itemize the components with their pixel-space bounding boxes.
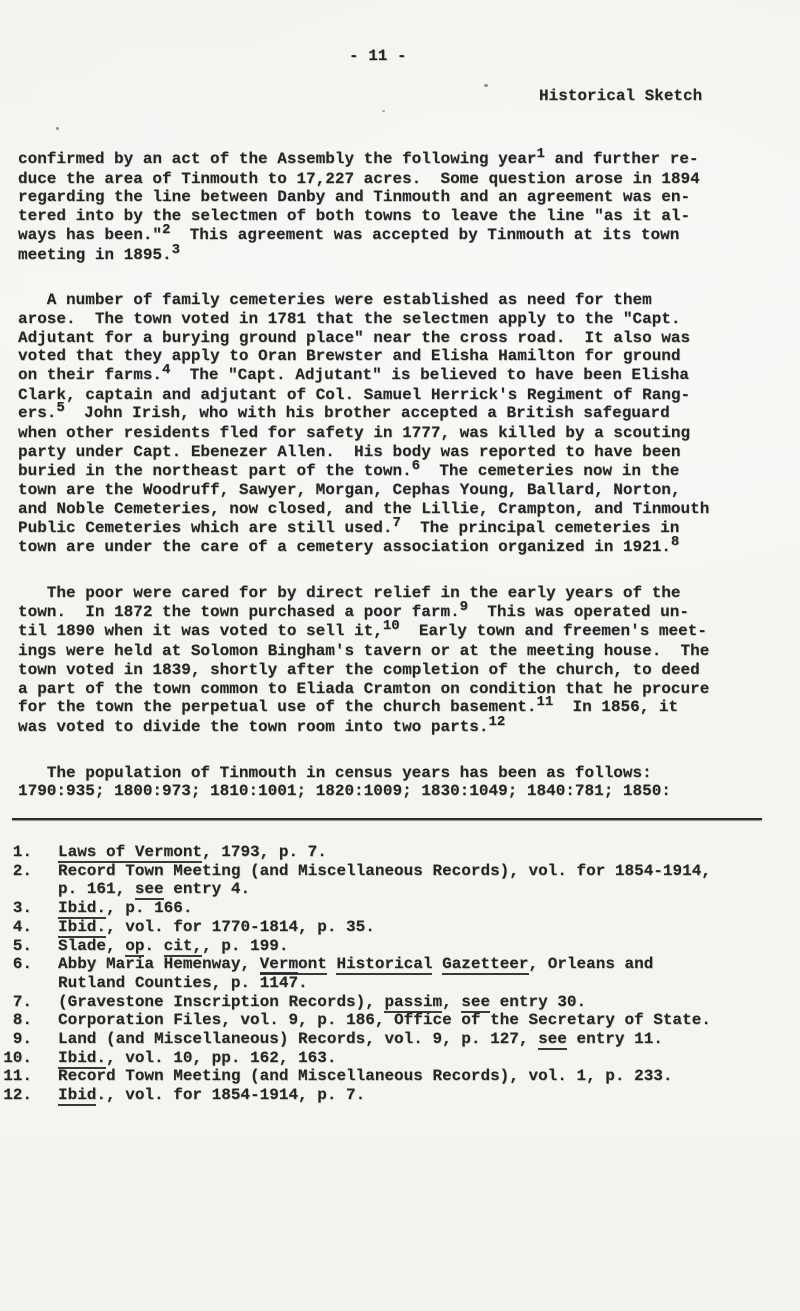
- footnote-text: [58, 918, 375, 937]
- footnote-item: [1, 937, 711, 956]
- text-line: Record Town Meeting (and Miscellaneous Records), vol. 1, p. 233.: [58, 1067, 673, 1086]
- text-line: for the town the perpetual use of the church basement.11 In 1856, it: [18, 694, 679, 717]
- text-line: meeting in 1895.3: [18, 241, 181, 264]
- text-line: ways has been."2 This agreement was accepted by Tinmouth at its town: [18, 221, 680, 244]
- footnote-item: [1, 1011, 711, 1030]
- underlined-text: Historical: [336, 955, 433, 974]
- text-line: town are the Woodruff, Sawyer, Morgan, Cephas Young, Ballard, Norton,: [18, 481, 681, 500]
- text-line: The population of Tinmouth in census years has been as follows:: [18, 763, 652, 782]
- footnote-item: [1, 918, 711, 937]
- footnote-number: 5.: [12, 936, 32, 955]
- footnote-text: [58, 1030, 663, 1049]
- text-line: Ibid., p. 166.: [58, 899, 193, 918]
- body-paragraph: [18, 764, 709, 801]
- footnote-text: [58, 899, 192, 918]
- text-line: buried in the northeast part of the town.6 The cemeteries now in the: [18, 457, 680, 480]
- text-line: ers.5 John Irish, who with his brother accepted a British safeguard: [18, 400, 670, 423]
- footnote-text: [58, 993, 586, 1012]
- text-line: Slade, op. cit,, p. 199.: [58, 936, 289, 955]
- footnote-item: [1, 843, 711, 862]
- text-line: til 1890 when it was voted to sell it,10 Early town and freemen's meet-: [18, 618, 707, 641]
- footnote-reference: 7: [392, 514, 401, 531]
- footnote-item: [1, 955, 711, 992]
- text-line: (Gravestone Inscription Records), passim, see entry 30.: [58, 992, 587, 1011]
- text-line: Record Town Meeting (and Miscellaneous Records), vol. for 1854-1914,: [58, 861, 711, 880]
- footnote-reference: 3: [171, 241, 181, 258]
- underlined-text: cit,: [163, 936, 203, 955]
- text-line: voted that they apply to Oran Brewster and Elisha Hamilton for ground: [18, 347, 681, 366]
- footnote-text: [58, 843, 327, 862]
- footnote-item: [1, 1030, 711, 1049]
- body-paragraphs: [18, 146, 710, 827]
- underlined-text: op: [125, 936, 145, 955]
- underlined-text: Ibid.: [58, 917, 107, 936]
- text-line: Clark, captain and adjutant of Col. Samuel Herrick's Regiment of Rang-: [18, 385, 691, 404]
- underlined-text: passim: [384, 992, 443, 1011]
- text-line: 1790:935; 1800:973; 1810:1001; 1820:1009; 1830:1049; 1840:781; 1850:: [18, 782, 671, 801]
- footnote-reference: 2: [162, 221, 171, 238]
- footnote-number: 1.: [12, 843, 32, 861]
- underlined-text: Ibid.: [58, 1048, 107, 1067]
- text-line: and Noble Cemeteries, now closed, and the Lillie, Crampton, and Tinmouth: [18, 499, 710, 518]
- text-line: Abby Maria Hemenway, Vermont Historical Gazetteer, Orleans and: [58, 955, 654, 974]
- text-line: town voted in 1839, shortly after the completion of the church, to deed: [18, 660, 700, 679]
- body-paragraph: [18, 146, 709, 265]
- footnote-item: [1, 1067, 711, 1086]
- footnote-item: [1, 862, 711, 899]
- footnote-reference: 11: [536, 694, 554, 711]
- page-number: - 11 -: [349, 47, 407, 65]
- footnote-reference: 12: [488, 713, 506, 730]
- footnote-item: [1, 1049, 711, 1068]
- footnote-text: [58, 1067, 673, 1086]
- footnote-reference: 10: [382, 618, 400, 635]
- footnote-number: 7.: [12, 992, 32, 1011]
- text-line: ings were held at Solomon Bingham's tavern or at the meeting house. The: [18, 642, 710, 661]
- text-line: Public Cemeteries which are still used.7 The principal cemeteries in: [18, 514, 680, 537]
- text-line: when other residents fled for safety in 1777, was killed by a scouting: [18, 424, 691, 443]
- text-line: Land (and Miscellaneous) Records, vol. 9, p. 127, see entry 11.: [58, 1030, 663, 1049]
- text-line: town are under the care of a cemetery association organized in 1921.8: [18, 534, 680, 557]
- text-line: confirmed by an act of the Assembly the following year1 and further re-: [18, 146, 699, 168]
- underlined-text: Laws of Vermont: [58, 843, 203, 861]
- footnote-text: [58, 1086, 365, 1105]
- footnote-text: [58, 1011, 711, 1030]
- text-line: duce the area of Tinmouth to 17,227 acres. Some question arose in 1894: [18, 169, 700, 188]
- body-paragraph: [18, 584, 709, 738]
- footnote-reference: 5: [56, 400, 65, 417]
- footnote-reference: 1: [536, 146, 545, 162]
- footnote-item: [1, 899, 711, 918]
- footnote-number: 11.: [3, 1067, 32, 1086]
- text-line: The poor were cared for by direct relief in the early years of the: [18, 584, 681, 603]
- underlined-text: Ibid: [58, 1086, 97, 1105]
- scan-speck: [484, 84, 488, 87]
- underlined-text: Ibid.: [58, 899, 107, 918]
- footnote-number: 2.: [12, 861, 32, 880]
- footnote-number: 9.: [12, 1030, 32, 1049]
- underlined-text: see: [538, 1030, 567, 1049]
- footnote-item: [1, 993, 711, 1012]
- text-line: town. In 1872 the town purchased a poor farm.9 This was operated un-: [18, 598, 689, 621]
- text-line: A number of family cemeteries were established as need for them: [18, 291, 652, 310]
- footnote-divider-rule: [12, 818, 762, 820]
- footnote-list: [1, 843, 711, 1105]
- text-line: Laws of Vermont, 1793, p. 7.: [58, 843, 327, 861]
- underlined-text: Vermont: [259, 955, 327, 974]
- text-line: on their farms.4 The "Capt. Adjutant" is believed to have been Elisha: [18, 362, 689, 385]
- footnote-number: 3.: [12, 899, 32, 918]
- text-line: Adjutant for a burying ground place" near the cross road. It also was: [18, 328, 691, 347]
- text-line: Rutland Counties, p. 1147.: [58, 973, 308, 992]
- text-line: tered into by the selectmen of both towns to leave the line "as it al-: [18, 207, 691, 226]
- text-line: Ibid., vol. for 1854-1914, p. 7.: [58, 1086, 366, 1105]
- text-line: party under Capt. Ebenezer Allen. His body was reported to have been: [18, 442, 681, 461]
- footnote-item: [1, 1086, 711, 1105]
- text-line: Ibid., vol. 10, pp. 162, 163.: [58, 1048, 337, 1067]
- underlined-text: see: [461, 992, 491, 1011]
- text-line: p. 161, see entry 4.: [58, 880, 251, 899]
- scan-speck: [56, 127, 59, 130]
- footnote-text: [58, 955, 653, 992]
- footnote-reference: 6: [411, 457, 421, 474]
- body-paragraph: [18, 291, 709, 558]
- overlined-text: 1147: [259, 973, 299, 992]
- text-line: a part of the town common to Eliada Cramton on condition that he procure: [18, 679, 710, 698]
- footnote-number: 4.: [12, 917, 32, 936]
- footnote-number: 12.: [3, 1086, 32, 1105]
- footnote-reference: 9: [459, 598, 469, 615]
- text-line: was voted to divide the town room into two parts.12: [18, 713, 506, 736]
- underlined-text: Gazetteer: [442, 955, 529, 974]
- footnote-text: [58, 862, 711, 899]
- footnote-number: 10.: [3, 1048, 32, 1067]
- text-line: Corporation Files, vol. 9, p. 186, Office of the Secretary of State.: [58, 1011, 711, 1030]
- section-heading: Historical Sketch: [539, 87, 703, 105]
- text-line: Ibid., vol. for 1770-1814, p. 35.: [58, 917, 375, 936]
- footnote-number: 6.: [12, 955, 32, 974]
- text-line: regarding the line between Danby and Tinmouth and an agreement was en-: [18, 188, 691, 207]
- text-line: arose. The town voted in 1781 that the selectmen apply to the "Capt.: [18, 309, 681, 328]
- footnote-text: [58, 937, 288, 956]
- footnote-reference: 4: [162, 362, 171, 379]
- footnote-reference: 8: [670, 534, 680, 551]
- scan-speck: [382, 110, 385, 112]
- underlined-text: see: [134, 880, 164, 899]
- footnote-text: [58, 1049, 336, 1068]
- footnote-number: 8.: [12, 1011, 32, 1030]
